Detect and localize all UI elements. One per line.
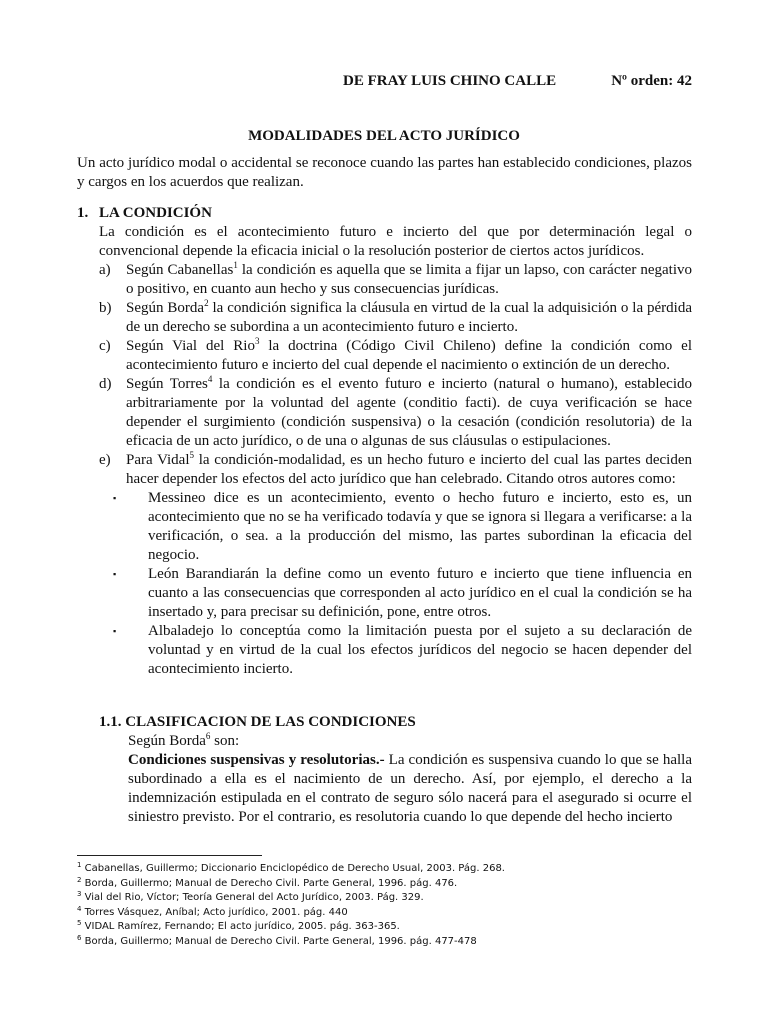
footnote-ref: 3 <box>254 336 260 346</box>
footnote-text: Vial del Rio, Víctor; Teoría General del Acto Jurídico, 2003. Pág. 329. <box>81 892 424 904</box>
bullet-text: Albaladejo lo conceptúa como la limitación puesta por el sujeto a su declaración de voluntad y en virtud de la cual los efectos jurídicos del negocio se hacen depender del acontecimiento incierto. <box>148 623 692 677</box>
list-item-text <box>126 299 692 337</box>
footnotes <box>77 862 697 950</box>
footnote-ref: 4 <box>207 374 213 384</box>
paragraph-body: La condición es suspensiva cuando lo que se halla subordinado a ella es el nacimiento de un derecho. Así, por ejemplo, el derecho a la indemnización estipulada en el contrato de seguro sólo nacerá para el asegurado si ocurre el siniestro previsto. Por el contrario, es resolutoria cuando lo que depende del hecho incierto <box>128 752 693 825</box>
square-bullet-icon: ▪ <box>113 493 117 503</box>
list-marker: d) <box>99 376 112 392</box>
author-name: DE FRAY LUIS CHINO CALLE <box>343 73 557 89</box>
footnote-separator <box>77 855 262 856</box>
footnote <box>77 906 697 921</box>
definitions-list <box>77 261 692 489</box>
square-bullet-icon: ▪ <box>113 569 117 579</box>
bullet-item <box>77 565 692 622</box>
list-item <box>77 299 692 337</box>
footnote-ref: 6 <box>205 731 211 741</box>
section-paragraph: La condición es el acontecimiento futuro e incierto del que por determinación legal o convencional depende la eficacia inicial o la resolución posterior de ciertos actos jurídicos. <box>99 224 692 259</box>
footnote-number: 5 <box>77 919 82 928</box>
lead-suffix: son: <box>210 733 240 749</box>
item-body: la condición significa la cláusula en virtud de la cual la adquisición o la pérdida de un derecho se subordina a un acontecimiento futuro e incierto. <box>126 300 692 335</box>
subsection-heading: 1.1. CLASIFICACION DE LAS CONDICIONES <box>99 714 416 730</box>
list-item <box>77 261 692 299</box>
document-body <box>77 154 692 827</box>
order-number: Nº orden: 42 <box>611 73 692 89</box>
square-bullet-icon: ▪ <box>113 626 117 636</box>
list-item <box>77 375 692 451</box>
subsection <box>99 713 692 827</box>
footnote <box>77 891 697 906</box>
list-item <box>77 337 692 375</box>
footnote-text: Torres Vásquez, Aníbal; Acto jurídico, 2001. pág. 440 <box>81 906 348 918</box>
author-lead: Según Cabanellas <box>126 262 234 278</box>
author-lead: Para Vidal <box>126 452 190 468</box>
footnote-ref: 2 <box>204 298 209 308</box>
item-body: la condición es aquella que se limita a fijar un lapso, con carácter negativo o positivo, en cuanto aun hecho y sus consecuencias jurídicas. <box>126 262 693 297</box>
bullet-item <box>77 489 692 565</box>
author-lead: Según Borda <box>126 300 205 316</box>
footnote <box>77 862 697 877</box>
list-marker: c) <box>99 338 111 354</box>
footnote-text: Borda, Guillermo; Manual de Derecho Civil. Parte General, 1996. pág. 477-478 <box>81 935 477 947</box>
authors-bullet-list <box>77 489 692 679</box>
item-body: la condición es el evento futuro e incierto (natural o humano), establecido arbitrariamente por la voluntad del agente (conditio facti). de cuya verificación se hace depender el surgimiento (condición suspensiva) o la cesación (condición resolutoria) de la eficacia de un acto jurídico, o de una o algunas de sus cláusulas o estipulaciones. <box>126 376 692 449</box>
intro-paragraph: Un acto jurídico modal o accidental se reconoce cuando las partes han establecido condiciones, plazos y cargos en los acuerdos que realizan. <box>77 155 692 190</box>
section-title: LA CONDICIÓN <box>99 205 212 221</box>
subsection-lead <box>128 732 692 751</box>
footnote-text: Cabanellas, Guillermo; Diccionario Enciclopédico de Derecho Usual, 2003. Pág. 268. <box>81 863 505 874</box>
list-marker: e) <box>99 452 111 468</box>
footnote-text: VIDAL Ramírez, Fernando; El acto jurídico, 2005. pág. 363-365. <box>81 921 400 933</box>
footnote-text: Borda, Guillermo; Manual de Derecho Civil. Parte General, 1996. pág. 476. <box>81 877 458 889</box>
footnote <box>77 920 697 935</box>
section-heading <box>77 204 692 223</box>
list-marker: b) <box>99 300 112 316</box>
author-lead: Según Torres <box>126 376 208 392</box>
footnote-ref: 1 <box>233 260 238 270</box>
bullet-item <box>77 622 692 679</box>
list-item-text <box>126 261 692 299</box>
footnote-number: 3 <box>77 890 82 899</box>
bullet-text: Messineo dice es un acontecimiento, evento o hecho futuro e incierto, esto es, un acontecimiento que no se ha verificado todavía y que se ignora si llegara a verificarse: a la verificación, o sea. a la producción del mismo, las partes subordinan la eficacia del negocio. <box>148 490 692 563</box>
item-body: la doctrina (Código Civil Chileno) define la condición como el acontecimiento futuro e incierto del cual depende el nacimiento o extinción de un derecho. <box>126 338 692 373</box>
footnote-number: 1 <box>77 861 82 869</box>
list-item <box>77 451 692 489</box>
footnote <box>77 877 697 892</box>
subsection-content <box>128 732 692 827</box>
footnote <box>77 935 697 950</box>
item-body: la condición-modalidad, es un hecho futuro e incierto del cual las partes deciden hacer depender los efectos del acto jurídico que han celebrado. Citando otros autores como: <box>126 452 693 487</box>
bold-term: Condiciones suspensivas y resolutorias.- <box>128 752 385 768</box>
subsection-paragraph <box>128 751 692 827</box>
author-lead: Según Vial del Rio <box>126 338 255 354</box>
list-marker: a) <box>99 262 111 278</box>
list-item-text <box>126 451 692 489</box>
footnote-ref: 5 <box>189 450 195 460</box>
footnote-number: 4 <box>77 904 82 913</box>
section-number: 1. <box>77 205 89 221</box>
list-item-text <box>126 375 692 451</box>
footnote-number: 6 <box>77 933 82 942</box>
document-title: MODALIDADES DEL ACTO JURÍDICO <box>248 128 520 144</box>
author-lead: Según Borda <box>128 733 206 749</box>
footnote-number: 2 <box>77 875 82 884</box>
bullet-text: León Barandiarán la define como un evento futuro e incierto que tiene influencia en cuanto a las consecuencias que corresponden al acto jurídico en el cual la condición se ha insertado y, para precisar su definición, pone, entre otros. <box>148 566 692 620</box>
list-item-text <box>126 337 692 375</box>
